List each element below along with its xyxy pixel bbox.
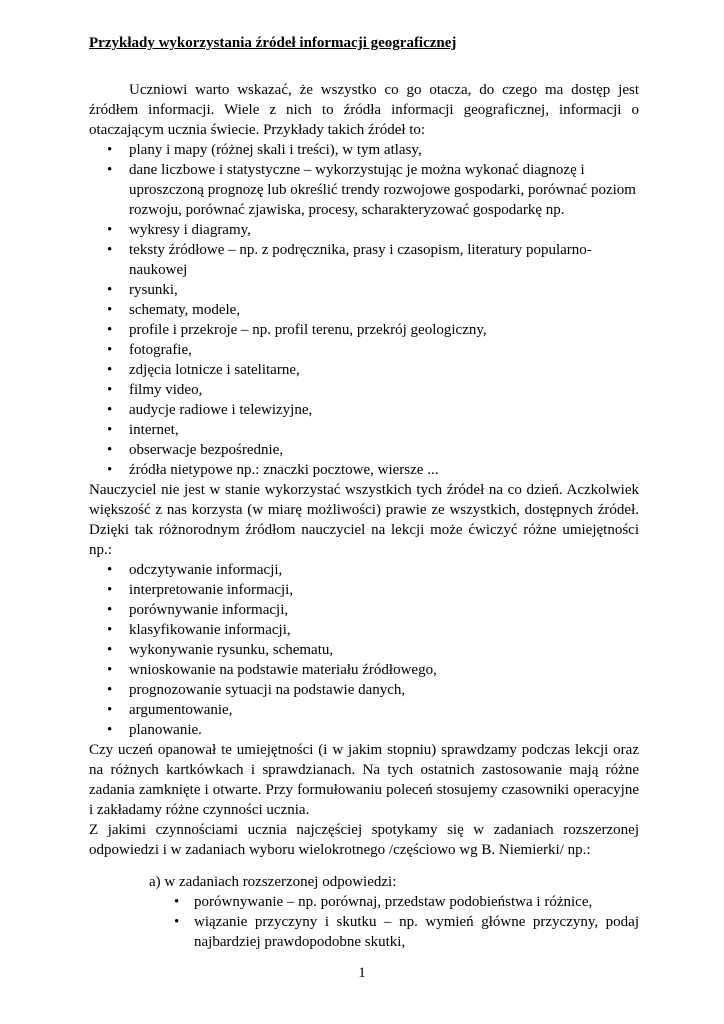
- subsection-heading: a) w zadaniach rozszerzonej odpowiedzi:: [149, 874, 397, 890]
- list-item: • prognozowanie sytuacji na podstawie danych,: [89, 680, 639, 700]
- list-item: • internet,: [89, 420, 639, 440]
- assessment-paragraph: Czy uczeń opanował te umiejętności (i w jakim stopniu) sprawdzamy podczas lekcji oraz na różnych kartkówkach i sprawdzianach. Na tych ostatnich zastosowanie mają różne zadania zamknięte i otwarte. Przy formułowaniu poleceń stosujemy czasowniki operacyjne i zakładamy różne czynności ucznia.: [89, 742, 639, 818]
- skills-list: [89, 560, 639, 740]
- list-item: • argumentowanie,: [89, 700, 639, 720]
- list-item: • zdjęcia lotnicze i satelitarne,: [89, 360, 639, 380]
- document-page: [89, 33, 639, 952]
- list-item: • dane liczbowe i statystyczne – wykorzystując je można wykonać diagnozę i uproszczoną prognozę lub określić trendy rozwojowe gospodarki, porównać poziom rozwoju, porównać zjawiska, procesy, scharakteryzować gospodarkę np.: [89, 160, 639, 220]
- teacher-paragraph: Nauczyciel nie jest w stanie wykorzystać wszystkich tych źródeł na co dzień. Aczkolwiek większość z nas korzysta (w miarę możliwości) prawie ze wszystkich, dostępnych źródeł. Dzięki tak różnorodnym źródłom nauczyciel na lekcji może ćwiczyć różne umiejętności np.:: [89, 482, 639, 558]
- list-item: • wnioskowanie na podstawie materiału źródłowego,: [89, 660, 639, 680]
- page-number: 1: [358, 965, 366, 981]
- list-item: • fotografie,: [89, 340, 639, 360]
- list-item: • interpretowanie informacji,: [89, 580, 639, 600]
- list-item: • wykonywanie rysunku, schematu,: [89, 640, 639, 660]
- list-item: • wykresy i diagramy,: [89, 220, 639, 240]
- list-item: • porównywanie informacji,: [89, 600, 639, 620]
- page-title: Przykłady wykorzystania źródeł informacji geograficznej: [89, 35, 457, 51]
- list-item: • rysunki,: [89, 280, 639, 300]
- list-item: • wiązanie przyczyny i skutku – np. wymień główne przyczyny, podaj najbardziej prawdopodobne skutki,: [89, 912, 639, 952]
- list-item: • teksty źródłowe – np. z podręcznika, prasy i czasopism, literatury popularno-naukowej: [89, 240, 639, 280]
- sources-list: [89, 140, 639, 480]
- list-item: • obserwacje bezpośrednie,: [89, 440, 639, 460]
- list-item: • odczytywanie informacji,: [89, 560, 639, 580]
- list-item: • porównywanie – np. porównaj, przedstaw podobieństwa i różnice,: [89, 892, 639, 912]
- list-item: • profile i przekroje – np. profil terenu, przekrój geologiczny,: [89, 320, 639, 340]
- list-item: • klasyfikowanie informacji,: [89, 620, 639, 640]
- list-item: • filmy video,: [89, 380, 639, 400]
- activities-paragraph: Z jakimi czynnościami ucznia najczęściej spotykamy się w zadaniach rozszerzonej odpowiedzi i w zadaniach wyboru wielokrotnego /częściowo wg B. Niemierki/ np.:: [89, 822, 639, 858]
- list-item: • plany i mapy (różnej skali i treści), w tym atlasy,: [89, 140, 639, 160]
- list-item: • audycje radiowe i telewizyjne,: [89, 400, 639, 420]
- intro-paragraph: Uczniowi warto wskazać, że wszystko co go otacza, do czego ma dostęp jest źródłem informacji. Wiele z nich to źródła informacji geograficznej, informacji o otaczającym ucznia świecie. Przykłady takich źródeł to:: [89, 82, 639, 138]
- list-item: • schematy, modele,: [89, 300, 639, 320]
- list-item: • źródła nietypowe np.: znaczki pocztowe, wiersze ...: [89, 460, 639, 480]
- extended-answer-list: [89, 892, 639, 952]
- list-item: • planowanie.: [89, 720, 639, 740]
